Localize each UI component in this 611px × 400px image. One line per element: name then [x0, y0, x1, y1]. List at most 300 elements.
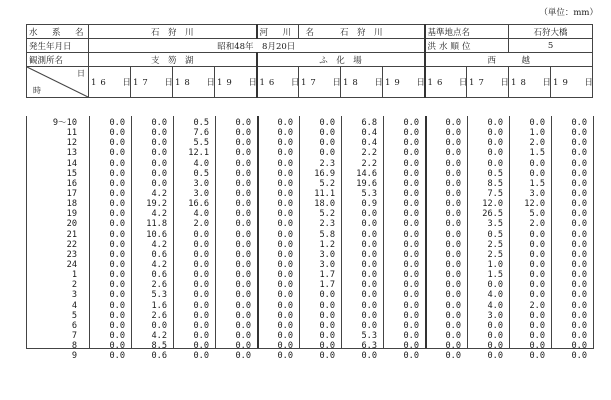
- rain-value: 0.0: [403, 158, 419, 169]
- rain-value: 0.0: [109, 118, 125, 128]
- rain-value: 6.3: [361, 341, 377, 352]
- rain-value: 2.3: [319, 219, 335, 230]
- rain-value: 0.0: [403, 199, 419, 210]
- rain-value: 0.0: [403, 229, 419, 240]
- rain-value: 0.0: [193, 249, 209, 260]
- rain-value: 0.0: [571, 310, 587, 321]
- rain-value: 0.0: [487, 158, 503, 169]
- hour-cell: 11: [66, 128, 77, 139]
- rain-value: 0.0: [319, 300, 335, 311]
- rain-value: 0.0: [571, 249, 587, 260]
- rain-value: 12.0: [524, 199, 545, 210]
- rain-value: 2.3: [319, 158, 335, 169]
- value-column: [257, 118, 293, 361]
- day-header: 19 日: [383, 67, 425, 98]
- rain-value: 0.0: [529, 330, 545, 341]
- station-name-3: 西 越: [425, 53, 593, 67]
- rain-value: 7.6: [193, 128, 209, 139]
- day-header: 16 日: [89, 67, 131, 98]
- rain-value: 0.0: [445, 148, 461, 159]
- rain-value: 5.3: [361, 188, 377, 199]
- rain-value: 0.0: [151, 320, 167, 331]
- rain-value: 0.0: [403, 178, 419, 189]
- rain-value: 0.0: [529, 249, 545, 260]
- rain-value: 4.2: [151, 330, 167, 341]
- rain-value: 0.0: [235, 168, 251, 179]
- date-value: 昭和48年 8月20日: [89, 39, 425, 53]
- hour-cell: 15: [66, 168, 77, 179]
- rain-value: 0.0: [277, 249, 293, 260]
- rain-value: 0.0: [571, 138, 587, 149]
- rain-value: 0.0: [403, 280, 419, 291]
- hour-cell: 1: [71, 270, 77, 281]
- rain-value: 2.5: [487, 239, 503, 250]
- day-header: 18 日: [173, 67, 215, 98]
- rain-value: 0.0: [445, 188, 461, 199]
- rain-value: 0.0: [277, 290, 293, 301]
- rain-value: 0.0: [487, 280, 503, 291]
- header-row-2: [27, 39, 593, 53]
- rain-value: 0.0: [319, 118, 335, 128]
- rain-value: 0.0: [529, 270, 545, 281]
- hour-cell: 4: [71, 300, 77, 311]
- day-header: 19 日: [215, 67, 257, 98]
- rain-value: 1.2: [319, 239, 335, 250]
- rain-value: 16.6: [188, 199, 209, 210]
- value-column: [467, 118, 503, 361]
- hour-cell: 6: [71, 320, 77, 331]
- rain-value: 0.0: [571, 341, 587, 352]
- rain-value: 4.2: [151, 188, 167, 199]
- value-column: [425, 118, 461, 361]
- rain-value: 11.1: [314, 188, 335, 199]
- hour-cell: 12: [66, 138, 77, 149]
- river-label: 河 川 名: [257, 25, 299, 39]
- rain-value: 1.7: [319, 270, 335, 281]
- hour-cell: 17: [66, 188, 77, 199]
- value-column: [131, 118, 167, 361]
- rain-value: 0.0: [277, 168, 293, 179]
- rain-value: 0.0: [193, 330, 209, 341]
- rain-value: 3.0: [487, 310, 503, 321]
- rain-value: 0.0: [151, 118, 167, 128]
- rain-value: 0.0: [361, 259, 377, 270]
- rain-value: 0.0: [403, 300, 419, 311]
- rain-value: 2.5: [487, 249, 503, 260]
- rain-value: 0.6: [151, 270, 167, 281]
- rain-value: 0.0: [529, 280, 545, 291]
- hour-cell: 2: [71, 280, 77, 291]
- rain-value: 0.0: [445, 138, 461, 149]
- rain-value: 0.0: [487, 320, 503, 331]
- rain-value: 0.0: [487, 118, 503, 128]
- rain-value: 0.0: [193, 239, 209, 250]
- hour-cell: 20: [66, 219, 77, 230]
- rain-value: 0.0: [193, 320, 209, 331]
- rain-value: 0.0: [277, 310, 293, 321]
- rain-value: 0.0: [277, 351, 293, 362]
- rain-value: 0.0: [109, 341, 125, 352]
- rain-value: 0.0: [235, 219, 251, 230]
- rain-value: 0.0: [109, 209, 125, 220]
- station-label: 観測所名: [27, 53, 89, 67]
- rain-value: 2.6: [151, 310, 167, 321]
- hour-cell: 16: [66, 178, 77, 189]
- rain-value: 0.0: [445, 158, 461, 169]
- rain-value: 0.0: [235, 188, 251, 199]
- rain-value: 0.0: [319, 341, 335, 352]
- rain-value: 0.0: [445, 259, 461, 270]
- rain-value: 5.2: [319, 209, 335, 220]
- header-table: [26, 24, 597, 98]
- rain-value: 0.0: [109, 290, 125, 301]
- rain-value: 0.0: [445, 209, 461, 220]
- rain-value: 5.0: [529, 209, 545, 220]
- rain-value: 0.0: [235, 351, 251, 362]
- rain-value: 0.0: [235, 330, 251, 341]
- rain-value: 0.0: [445, 351, 461, 362]
- rain-value: 0.0: [529, 158, 545, 169]
- rain-value: 0.0: [529, 290, 545, 301]
- rain-value: 0.0: [361, 239, 377, 250]
- rain-value: 0.0: [445, 320, 461, 331]
- rain-value: 0.0: [235, 199, 251, 210]
- rain-value: 0.6: [151, 351, 167, 362]
- rain-value: 1.6: [151, 300, 167, 311]
- rain-value: 0.0: [109, 310, 125, 321]
- rain-value: 4.2: [151, 209, 167, 220]
- rain-value: 0.0: [277, 300, 293, 311]
- station-name-1: 支 笏 湖: [89, 53, 257, 67]
- rain-value: 0.0: [403, 330, 419, 341]
- river-system-value: 石 狩 川: [89, 25, 257, 39]
- rain-value: 0.0: [151, 168, 167, 179]
- unit-label: （単位：mm）: [539, 8, 598, 18]
- rain-value: 0.0: [571, 330, 587, 341]
- rain-value: 0.0: [361, 351, 377, 362]
- hour-cell: 21: [66, 229, 77, 240]
- river-value: 石 狩 川: [299, 25, 425, 39]
- rain-value: 0.0: [445, 128, 461, 139]
- rain-value: 0.0: [235, 341, 251, 352]
- day-header: 17 日: [131, 67, 173, 98]
- rain-value: 0.5: [193, 168, 209, 179]
- rain-value: 2.0: [529, 219, 545, 230]
- rain-value: 0.0: [109, 239, 125, 250]
- rain-value: 0.0: [571, 280, 587, 291]
- rain-value: 1.5: [529, 178, 545, 189]
- rain-value: 0.0: [277, 199, 293, 210]
- value-column: [173, 118, 209, 361]
- rain-value: 0.0: [193, 270, 209, 281]
- value-column: [551, 118, 587, 361]
- rain-value: 0.0: [151, 148, 167, 159]
- day-header: 17 日: [467, 67, 509, 98]
- rain-value: 0.0: [109, 199, 125, 210]
- rain-value: 0.0: [487, 351, 503, 362]
- rain-value: 0.0: [235, 118, 251, 128]
- flood-rank-value: 5: [509, 39, 593, 53]
- day-header: 17 日: [299, 67, 341, 98]
- rain-value: 0.0: [151, 158, 167, 169]
- rain-value: 0.0: [403, 138, 419, 149]
- rain-value: 2.0: [193, 219, 209, 230]
- rain-value: 1.0: [529, 128, 545, 139]
- rain-value: 2.0: [529, 138, 545, 149]
- rain-value: 0.5: [193, 118, 209, 128]
- rain-value: 11.8: [146, 219, 167, 230]
- rain-value: 2.6: [151, 280, 167, 291]
- rain-value: 0.0: [403, 351, 419, 362]
- rain-value: 0.0: [319, 128, 335, 139]
- rain-value: 0.0: [571, 128, 587, 139]
- rain-value: 0.0: [277, 219, 293, 230]
- rain-value: 0.9: [361, 199, 377, 210]
- rain-value: 0.0: [571, 158, 587, 169]
- rain-value: 0.0: [571, 290, 587, 301]
- rain-value: 0.0: [319, 290, 335, 301]
- rain-value: 0.0: [235, 229, 251, 240]
- rain-value: 0.0: [529, 320, 545, 331]
- rain-value: 0.0: [445, 249, 461, 260]
- rain-value: 0.0: [571, 199, 587, 210]
- rain-value: 0.0: [235, 148, 251, 159]
- rain-value: 0.0: [109, 320, 125, 331]
- rain-value: 10.6: [146, 229, 167, 240]
- rain-value: 1.0: [487, 259, 503, 270]
- rain-value: 0.0: [361, 249, 377, 260]
- rain-value: 0.0: [529, 351, 545, 362]
- rain-value: 0.0: [235, 128, 251, 139]
- hour-column: [27, 118, 77, 361]
- rain-value: 0.0: [445, 280, 461, 291]
- rain-value: 0.0: [361, 290, 377, 301]
- value-column: [383, 118, 419, 361]
- rain-value: 0.0: [319, 310, 335, 321]
- rain-value: 0.0: [277, 209, 293, 220]
- station-name-2: ふ 化 場: [257, 53, 425, 67]
- rain-value: 4.0: [193, 209, 209, 220]
- rain-value: 0.0: [277, 188, 293, 199]
- rain-value: 0.0: [193, 290, 209, 301]
- rain-value: 0.0: [109, 168, 125, 179]
- hour-cell: 19: [66, 209, 77, 220]
- hour-cell: 18: [66, 199, 77, 210]
- rain-value: 0.0: [193, 310, 209, 321]
- header-row-days: [27, 67, 593, 98]
- rain-value: 0.0: [403, 128, 419, 139]
- rain-value: 0.0: [235, 138, 251, 149]
- rain-value: 0.0: [403, 259, 419, 270]
- rain-value: 0.0: [361, 280, 377, 291]
- rain-value: 0.5: [487, 168, 503, 179]
- rain-value: 0.0: [403, 270, 419, 281]
- hour-cell: 22: [66, 239, 77, 250]
- rain-value: 12.0: [482, 199, 503, 210]
- rain-value: 0.0: [529, 118, 545, 128]
- rain-value: 0.0: [403, 239, 419, 250]
- rain-value: 1.7: [319, 280, 335, 291]
- rain-value: 2.2: [361, 158, 377, 169]
- rain-value: 0.0: [529, 259, 545, 270]
- rain-value: 8.5: [151, 341, 167, 352]
- rain-value: 0.0: [235, 259, 251, 270]
- rain-value: 19.6: [356, 178, 377, 189]
- rain-value: 0.0: [109, 188, 125, 199]
- rain-value: 0.0: [109, 178, 125, 189]
- hour-cell: 9〜10: [52, 118, 77, 128]
- rain-value: 0.0: [277, 280, 293, 291]
- day-header: 16 日: [257, 67, 299, 98]
- flood-rank-label: 洪水順位: [425, 39, 509, 53]
- rain-value: 0.0: [361, 209, 377, 220]
- rain-value: 0.0: [109, 229, 125, 240]
- value-column: [299, 118, 335, 361]
- rain-value: 0.0: [277, 178, 293, 189]
- rain-value: 4.0: [487, 290, 503, 301]
- rain-value: 0.0: [571, 178, 587, 189]
- rain-value: 0.0: [109, 300, 125, 311]
- hour-cell: 9: [71, 351, 77, 362]
- rain-value: 0.0: [571, 118, 587, 128]
- rain-value: 0.0: [319, 320, 335, 331]
- rain-value: 2.0: [529, 300, 545, 311]
- hour-cell: 14: [66, 158, 77, 169]
- rain-value: 0.0: [571, 219, 587, 230]
- rain-value: 0.0: [277, 148, 293, 159]
- rain-value: 0.0: [361, 270, 377, 281]
- rain-value: 0.0: [235, 270, 251, 281]
- rain-value: 0.0: [193, 259, 209, 270]
- rain-value: 0.0: [277, 270, 293, 281]
- rain-value: 0.0: [403, 188, 419, 199]
- rain-value: 0.0: [445, 118, 461, 128]
- rain-value: 0.0: [193, 229, 209, 240]
- rain-value: 0.0: [487, 128, 503, 139]
- rain-value: 5.5: [193, 138, 209, 149]
- rain-value: 0.0: [361, 300, 377, 311]
- rain-value: 3.0: [319, 259, 335, 270]
- rain-value: 0.0: [235, 310, 251, 321]
- rain-value: 0.0: [235, 158, 251, 169]
- rain-value: 0.0: [109, 158, 125, 169]
- rain-value: 18.0: [314, 199, 335, 210]
- hour-cell: 3: [71, 290, 77, 301]
- base-point-label: 基準地点名: [425, 25, 509, 39]
- rainfall-data-body: [26, 116, 594, 362]
- rain-value: 0.0: [277, 138, 293, 149]
- rain-value: 1.5: [487, 270, 503, 281]
- rain-value: 0.0: [445, 229, 461, 240]
- rain-value: 0.0: [445, 168, 461, 179]
- rain-value: 0.0: [571, 351, 587, 362]
- rain-value: 0.0: [109, 330, 125, 341]
- rain-value: 0.0: [445, 199, 461, 210]
- rain-value: 0.0: [235, 320, 251, 331]
- rain-value: 0.0: [319, 138, 335, 149]
- rain-value: 0.0: [571, 239, 587, 250]
- rain-value: 0.0: [109, 280, 125, 291]
- rain-value: 0.0: [529, 229, 545, 240]
- rain-value: 0.0: [193, 300, 209, 311]
- hour-cell: 7: [71, 330, 77, 341]
- rain-value: 3.0: [193, 178, 209, 189]
- rain-value: 6.8: [361, 118, 377, 128]
- rain-value: 5.2: [319, 178, 335, 189]
- rain-value: 0.0: [235, 178, 251, 189]
- rain-value: 0.0: [571, 320, 587, 331]
- hour-cell: 24: [66, 259, 77, 270]
- rain-value: 0.0: [571, 300, 587, 311]
- value-column: [89, 118, 125, 361]
- rain-value: 14.6: [356, 168, 377, 179]
- rain-value: 0.0: [193, 341, 209, 352]
- rain-value: 0.0: [445, 239, 461, 250]
- rain-value: 0.0: [235, 300, 251, 311]
- hour-cell: 13: [66, 148, 77, 159]
- hour-cell: 8: [71, 341, 77, 352]
- rain-value: 0.0: [487, 138, 503, 149]
- rain-value: 0.0: [529, 310, 545, 321]
- rain-value: 0.0: [151, 128, 167, 139]
- rain-value: 0.0: [487, 148, 503, 159]
- value-column: [509, 118, 545, 361]
- rain-value: 0.0: [571, 229, 587, 240]
- rain-value: 0.6: [151, 249, 167, 260]
- rain-value: 26.5: [482, 209, 503, 220]
- rain-value: 0.0: [277, 330, 293, 341]
- base-point-value: 石狩大橋: [509, 25, 593, 39]
- rain-value: 0.0: [277, 259, 293, 270]
- date-label: 発生年月日: [27, 39, 89, 53]
- value-column: [341, 118, 377, 361]
- rain-value: 0.0: [109, 270, 125, 281]
- rain-value: 0.0: [487, 341, 503, 352]
- rain-value: 0.0: [109, 138, 125, 149]
- river-system-label: 水 系 名: [27, 25, 89, 39]
- rain-value: 0.5: [487, 229, 503, 240]
- rain-value: 0.0: [193, 280, 209, 291]
- rain-value: 0.0: [403, 219, 419, 230]
- rain-value: 0.0: [403, 209, 419, 220]
- rain-value: 0.0: [403, 148, 419, 159]
- rain-value: 12.1: [188, 148, 209, 159]
- rain-value: 0.0: [235, 209, 251, 220]
- rain-value: 0.0: [319, 330, 335, 341]
- rain-value: 0.0: [235, 249, 251, 260]
- rain-value: 0.0: [109, 148, 125, 159]
- rain-value: 0.0: [109, 128, 125, 139]
- rain-value: 0.0: [571, 148, 587, 159]
- rain-value: 0.0: [109, 249, 125, 260]
- rain-value: 0.0: [571, 168, 587, 179]
- rain-value: 0.0: [361, 229, 377, 240]
- rain-value: 4.0: [193, 158, 209, 169]
- rain-value: 4.2: [151, 259, 167, 270]
- rain-value: 0.0: [235, 280, 251, 291]
- rain-value: 0.0: [403, 341, 419, 352]
- rain-value: 0.0: [277, 320, 293, 331]
- rain-value: 0.0: [109, 259, 125, 270]
- rain-value: 0.0: [445, 310, 461, 321]
- rain-value: 0.0: [571, 270, 587, 281]
- rain-value: 3.5: [487, 219, 503, 230]
- rain-value: 0.0: [445, 178, 461, 189]
- rain-value: 0.0: [319, 148, 335, 159]
- rain-value: 0.0: [571, 209, 587, 220]
- rain-value: 3.0: [529, 188, 545, 199]
- hour-cell: 23: [66, 249, 77, 260]
